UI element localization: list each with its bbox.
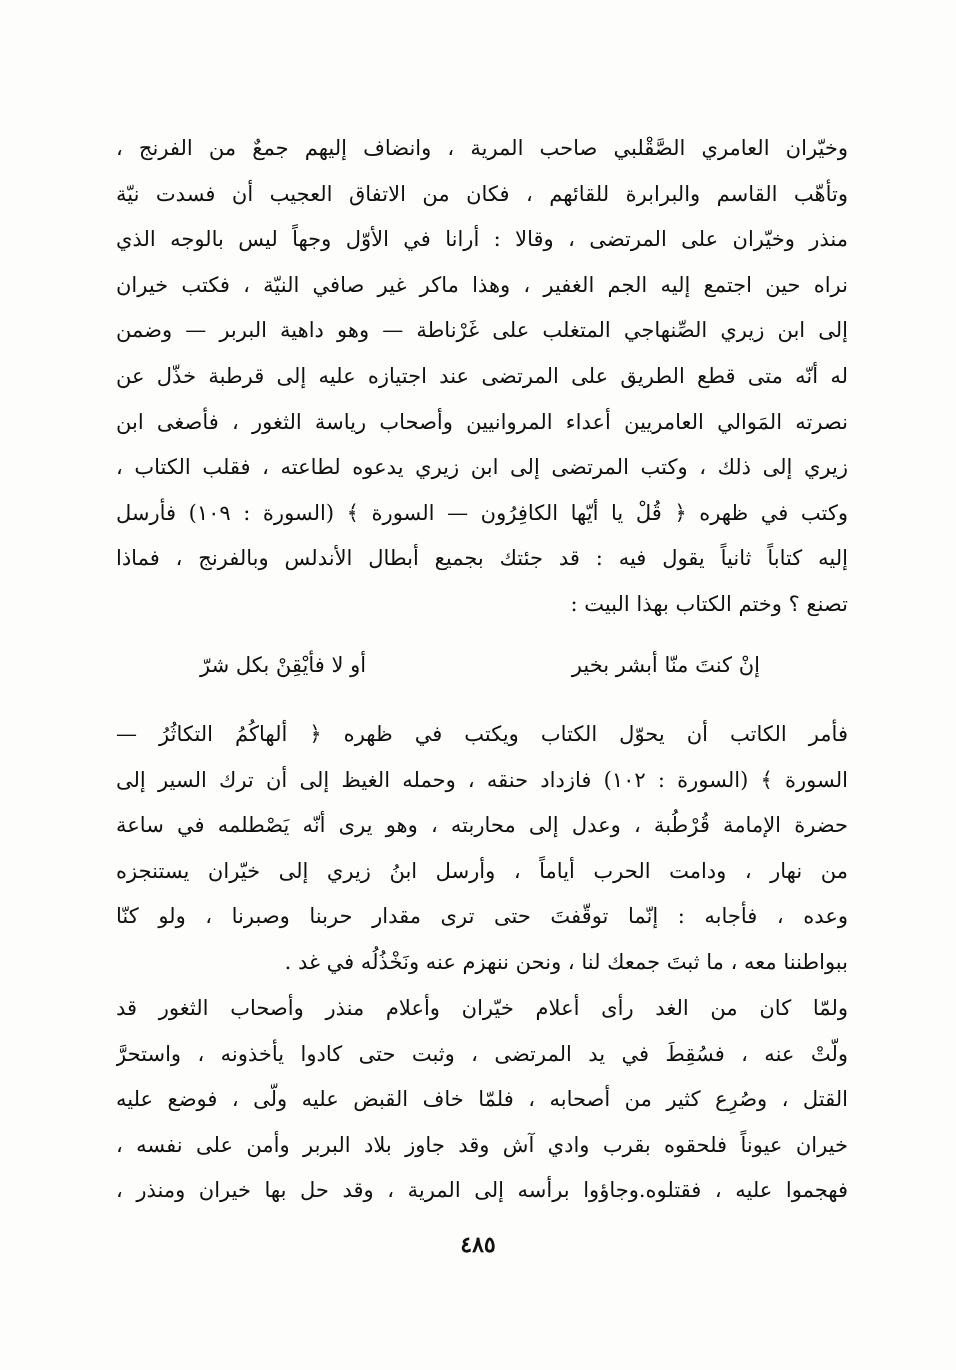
text-line: فأمر الكاتب أن يحوّل الكتاب ويكتب في ظهره ﴿ ألهاكُمُ التكاثُرُ — bbox=[116, 722, 848, 746]
page-number: ٤٨٥ bbox=[460, 1232, 496, 1258]
text-line: منذر وخيّران على المرتضى ، وقالا : أرانا في الأوّل وجهاً ليس بالوجه الذي bbox=[116, 227, 848, 252]
text-line: حضرة الإمامة قُرْطُبة ، وعدل إلى محاربته ، وهو يرى أنّه يَصْطلمه في ساعة bbox=[116, 813, 848, 838]
text-line: زيري إلى ذلك ، وكتب المرتضى إلى ابن زيري يدعوه لطاعته ، فقلب الكتاب ، bbox=[116, 455, 848, 480]
text-line: من نهار ، ودامت الحرب أياماً ، وأرسل ابنُ زيري إلى خيّران يستنجزه bbox=[116, 858, 848, 883]
text-line: القتل ، وصُرِع كثير من أصحابه ، فلمّا خاف القبض عليه ولّى ، فوضع عليه bbox=[116, 1087, 848, 1112]
paragraph-2 bbox=[116, 712, 848, 986]
text-line: تصنع ؟ وختم الكتاب بهذا البيت : bbox=[570, 591, 848, 616]
text-line: ولمّا كان من الغد رأى أعلام خيّران وأعلام منذر وأصحاب الثغور قد bbox=[116, 996, 848, 1020]
paragraph-3 bbox=[116, 986, 848, 1214]
text-line: نصرته المَوالي العامريين أعداء المروانيين وأصحاب رياسة الثغور ، فأصغى ابن bbox=[116, 409, 848, 434]
text-line: له أنّه متى قطع الطريق على المرتضى عند اجتيازه عليه إلى قرطبة خذّل عن bbox=[116, 363, 848, 388]
verse-second-hemistich: أو لا فأيْقِنْ بكل شرّ bbox=[200, 653, 367, 677]
text-line: وتأهّب القاسم والبرابرة للقائهم ، فكان من الاتفاق العجيب أن فسدت نيّة bbox=[116, 181, 848, 206]
text-line: نراه حين اجتمع إليه الجم الغفير ، وهذا ماكر غير صافي النيّة ، فكتب خيران bbox=[116, 272, 848, 297]
text-line: وعده ، فأجابه : إنّما توقّفتَ حتى ترى مقدار حربنا وصبرنا ، ولو كنّا bbox=[116, 904, 848, 929]
verse-first-hemistich: إنْ كنتَ منّا أبشر بخير bbox=[571, 653, 760, 677]
text-line: ولّتْ عنه ، فسُقِطَ في يد المرتضى ، وثبت حتى كادوا يأخذونه ، واستحرَّ bbox=[116, 1041, 848, 1066]
text-line: وكتب في ظهره ﴿ قُلْ يا أيّها الكافِرُون — السورة ﴾ (السورة : ١٠٩) فأرسل bbox=[116, 500, 848, 525]
paragraph-1 bbox=[116, 126, 848, 628]
text-line: إليه كتاباً ثانياً يقول فيه : قد جئتك بجميع أبطال الأندلس وبالفرنج ، فماذا bbox=[116, 546, 848, 571]
text-line: وخيّران العامري الصَّقْلبي صاحب المرية ، وانضاف إليهم جمعٌ من الفرنج ، bbox=[116, 136, 848, 160]
text-line: خيران عيوناً فلحقوه بقرب وادي آش وقد جاوز بلاد البربر وأمن على نفسه ، bbox=[116, 1132, 848, 1157]
text-line: ببواطننا معه ، ما ثبتَ جمعك لنا ، ونحن ننهزم عنه ونَخْذُلُه في غد . bbox=[284, 949, 848, 974]
text-line: إلى ابن زيري الصِّنهاجي المتغلب على غَرْناطة — وهو داهية البربر — وضمن bbox=[116, 318, 848, 343]
text-line: فهجموا عليه ، فقتلوه.وجاؤوا برأسه إلى المرية ، وقد حل بها خيران ومنذر ، bbox=[116, 1178, 848, 1203]
text-line: السورة ﴾ (السورة : ١٠٢) فازداد حنقه ، وحمله الغيظ إلى أن ترك السير إلى bbox=[116, 767, 848, 792]
poetry-verse bbox=[200, 642, 760, 688]
